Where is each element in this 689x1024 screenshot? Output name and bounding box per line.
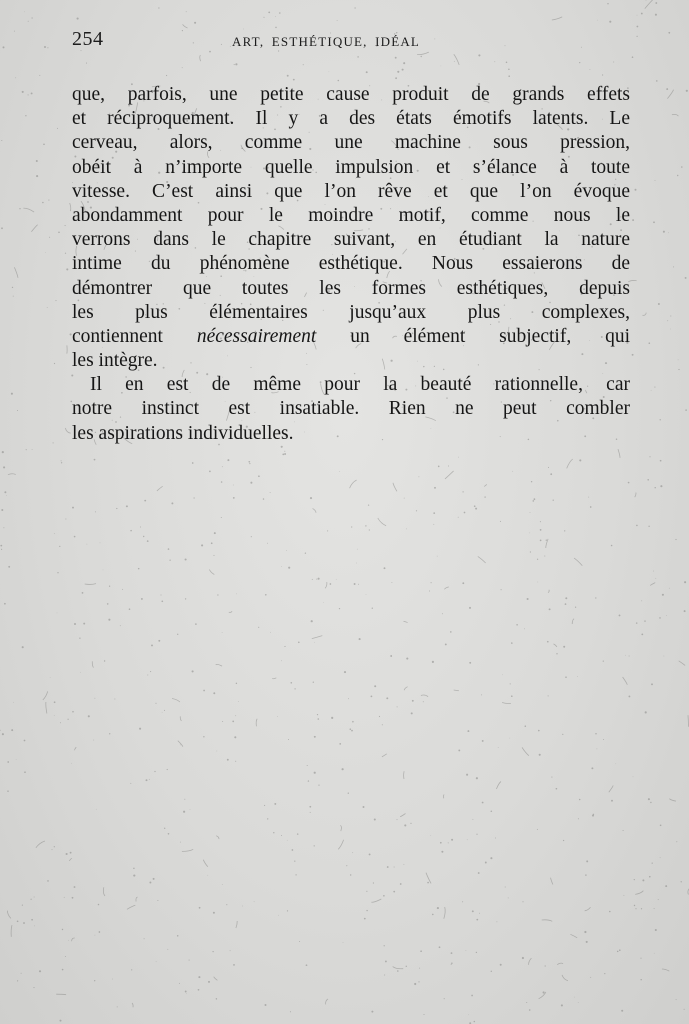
text-line: Il en est de même pour la beauté rationnelle, car — [90, 374, 630, 396]
text-segment: un élément subjectif, qui — [350, 325, 630, 347]
text-segment: contiennent — [72, 325, 163, 347]
text-line: et réciproquement. Il y a des états émotifs latents. Le — [72, 108, 630, 130]
running-header — [72, 28, 630, 52]
text-line: abondamment pour le moindre motif, comme nous le — [72, 204, 630, 226]
text-line-with-emphasis — [72, 325, 630, 349]
text-line: que, parfois, une petite cause produit de grands effets — [72, 84, 630, 105]
body-text — [72, 83, 630, 446]
text-line: cerveau, alors, comme une machine sous pression, — [72, 132, 630, 154]
text-line: les aspirations individuelles. — [72, 422, 294, 444]
running-title: ART, ESTHÉTIQUE, IDÉAL — [232, 34, 421, 49]
text-line: notre instinct est insatiable. Rien ne peut combler — [72, 398, 630, 420]
text-line: verrons dans le chapitre suivant, en étudiant la nature — [72, 229, 630, 251]
text-line: les intègre. — [72, 350, 158, 372]
text-line: vitesse. C’est ainsi que l’on rêve et que l’on évoque — [72, 180, 630, 202]
text-line: démontrer que toutes les formes esthétiques, depuis — [72, 277, 630, 299]
page-number: 254 — [72, 28, 104, 50]
text-line: les plus élémentaires jusqu’aux plus complexes, — [72, 301, 630, 323]
text-line: intime du phénomène esthétique. Nous essaierons de — [72, 253, 630, 275]
emphasized-word: nécessairement — [196, 325, 317, 347]
text-line: obéit à n’importe quelle impulsion et s’élance à toute — [72, 156, 630, 178]
